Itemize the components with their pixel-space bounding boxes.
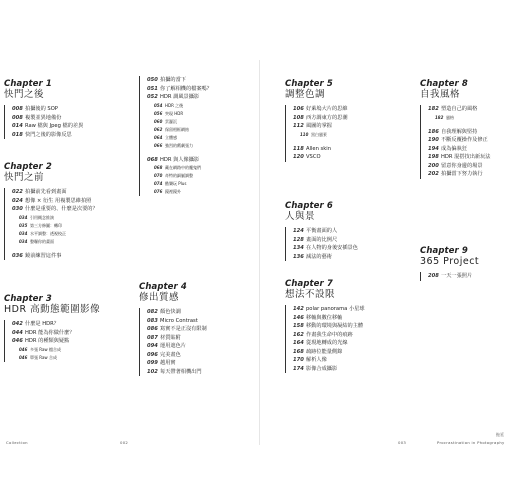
entry-title: 作畫我生命中的痕跡: [306, 331, 353, 338]
toc-entry: [140, 368, 259, 377]
toc-subentry: [140, 118, 259, 126]
toc-entry: [140, 317, 259, 326]
chapter-label: Chapter 6: [285, 201, 333, 211]
toc-subentry: [140, 134, 259, 142]
chapter-title: 365 Project: [420, 256, 480, 267]
entry-title: 突現 HDR: [165, 110, 184, 116]
entry-page-number: 110: [300, 131, 309, 137]
entry-title: 想像 × 衍生 用複製思維拍照: [25, 197, 92, 204]
entry-page-number: 202: [428, 171, 439, 177]
toc-entry: [421, 153, 520, 162]
entry-title: 水平調整：透視校正: [30, 230, 66, 236]
toc-subentry: [5, 222, 124, 230]
entry-title: 每天帶著相機出門: [160, 368, 202, 375]
entry-page-number: 074: [154, 181, 163, 186]
toc-entry: [5, 337, 124, 346]
footer-left-page-number: 002: [120, 440, 129, 445]
entry-title: 風圖的掌握: [306, 123, 332, 129]
entry-page-number: 086: [147, 326, 158, 332]
entry-title: 寫實不是正沒有限制: [160, 326, 207, 332]
toc-entry: [5, 205, 124, 214]
chapter-entries: [4, 105, 124, 139]
toc-entry: [286, 122, 405, 131]
entry-page-number: 044: [12, 329, 23, 336]
entry-title: 藏在網路中的魔鬼們: [165, 165, 201, 170]
entry-title: 整曝你的畫面: [30, 238, 54, 244]
entry-title: 多張 Raw 檔合成: [30, 346, 61, 352]
toc-chapter: [4, 295, 124, 362]
entry-title: 快門之後的影像反思: [25, 131, 72, 138]
entry-page-number: 035: [19, 222, 28, 228]
entry-page-number: 082: [147, 309, 158, 315]
entry-title: 奇特的細膩調整: [165, 173, 193, 178]
entry-title: HDR 能為你做什麼？: [25, 329, 75, 336]
chapter-title: 調整色調: [285, 89, 326, 100]
entry-title: VSCO: [306, 154, 321, 160]
toc-subentry: [5, 346, 124, 354]
entry-title: 影像合成攝影: [306, 365, 338, 372]
toc-subentry: [140, 172, 259, 180]
entry-title: 疏跡位能量側錄: [306, 348, 343, 355]
entry-page-number: 034: [19, 238, 28, 244]
toc-subentry: [5, 354, 124, 362]
toc-subentry: [140, 110, 259, 118]
entry-title: 強烈的戲劇張力: [165, 142, 193, 148]
entry-page-number: 142: [293, 306, 304, 312]
footer-left: [6, 440, 28, 445]
entry-page-number: 198: [428, 154, 439, 160]
chapter-title: 想法不設限: [285, 289, 336, 300]
entry-title: 風格: [446, 114, 454, 120]
entry-title: 西方調東方的思潮: [306, 114, 348, 121]
entry-page-number: 087: [147, 334, 158, 341]
toc-entry: [286, 348, 405, 357]
toc-entry: [5, 122, 124, 131]
entry-page-number: 182: [435, 114, 444, 120]
toc-entry: [286, 145, 405, 154]
entry-page-number: 022: [12, 189, 23, 195]
entry-page-number: 076: [154, 189, 163, 194]
entry-page-number: 030: [12, 206, 23, 212]
entry-page-number: 094: [147, 343, 158, 349]
toc-chapter: [285, 80, 405, 162]
entry-page-number: 174: [293, 365, 304, 372]
entry-title: 完美畫色: [160, 351, 181, 358]
entry-page-number: 046: [19, 346, 28, 352]
entry-page-number: 064: [154, 134, 163, 140]
entry-title: HDR 混搭技出新玩法: [441, 154, 491, 160]
toc-subentry: [5, 230, 124, 238]
entry-page-number: 066: [154, 142, 163, 148]
entry-title: HDR 的種類與疑點: [25, 338, 70, 344]
entry-page-number: 054: [154, 102, 163, 108]
entry-page-number: 190: [428, 137, 439, 143]
entry-page-number: 034: [19, 214, 28, 220]
entry-page-number: 120: [293, 154, 304, 160]
entry-page-number: 164: [293, 340, 304, 346]
entry-page-number: 083: [147, 317, 158, 324]
entry-page-number: 036: [12, 252, 23, 259]
entry-title: 第三方修圖：轉印: [30, 222, 62, 228]
toc-entry: [421, 128, 520, 137]
footer-left-label: Collection: [6, 440, 28, 445]
entry-page-number: 099: [147, 360, 158, 366]
toc-subentry: [140, 188, 259, 196]
footer-right-page-number: 003: [398, 440, 407, 445]
entry-title: 立體感: [165, 134, 177, 140]
entry-title: 什麼是重要的、什麼是次要的？: [25, 206, 98, 212]
chapter-entries: [139, 76, 259, 196]
entry-page-number: 008: [12, 114, 23, 121]
toc-entry: [140, 342, 259, 351]
entry-page-number: 042: [12, 321, 23, 327]
footer-right-label: Procrastination in Photography: [437, 440, 505, 445]
footer-right: [437, 440, 505, 445]
entry-title: 在人物的身後安插景色: [306, 245, 358, 251]
toc-subentry: [421, 114, 520, 122]
toc-entry: [286, 314, 405, 323]
entry-page-number: 158: [293, 323, 304, 329]
entry-page-number: 096: [147, 351, 158, 358]
entry-title: 減法的藝術: [306, 253, 332, 260]
toc-entry: [286, 153, 405, 162]
entry-title: 移軸與數位移軸: [306, 314, 343, 321]
toc-entry: [286, 227, 405, 236]
toc-entry: [421, 136, 520, 145]
entry-title: Raw 檔與 Jpeg 檔的差異: [25, 123, 84, 129]
footer-right-top-label: 拖延: [496, 432, 505, 437]
chapter-entries: [4, 188, 124, 260]
entry-title: 拍攝前先看到畫面: [25, 189, 67, 195]
entry-title: 不斷反覆操作及修正: [441, 137, 488, 143]
toc-entry: [140, 85, 259, 94]
entry-title: 平衡畫面的人: [306, 228, 338, 234]
chapter-title: 人與景: [285, 211, 316, 222]
entry-title: Micro Contrast: [160, 317, 198, 324]
entry-page-number: 102: [147, 368, 158, 375]
toc-entry: [5, 252, 124, 261]
footer-left-page: [120, 440, 128, 445]
toc-entry: [286, 114, 405, 123]
toc-entry: [286, 236, 405, 245]
entry-page-number: 168: [293, 348, 304, 355]
chapter-title: 自我風格: [420, 89, 461, 100]
entry-page-number: 008: [12, 106, 23, 112]
entry-page-number: 014: [12, 123, 23, 129]
entry-title: 越用實: [160, 360, 176, 366]
toc-entry: [286, 305, 405, 314]
entry-page-number: 182: [428, 106, 439, 112]
entry-title: 好萊塢大片的思維: [306, 106, 348, 112]
toc-subentry: [140, 102, 259, 110]
toc-entry: [140, 334, 259, 343]
toc-entry: [421, 145, 520, 154]
toc-entry: [286, 105, 405, 114]
entry-page-number: 208: [428, 273, 439, 279]
entry-page-number: 146: [293, 314, 304, 321]
entry-title: HDR 之後: [165, 102, 184, 108]
entry-title: 保留相框網絡: [165, 126, 189, 132]
entry-title: 解析人像: [306, 357, 327, 363]
toc-chapter: [420, 247, 520, 281]
entry-page-number: 068: [147, 156, 158, 163]
entry-page-number: 118: [293, 145, 304, 152]
entry-page-number: 050: [147, 77, 158, 83]
entry-page-number: 068: [154, 165, 163, 170]
chapter-label: Chapter 7: [285, 279, 333, 289]
chapter-entries: [420, 272, 520, 281]
entry-page-number: 136: [293, 253, 304, 260]
chapter-label: Chapter 9: [420, 246, 468, 256]
entry-title: 單張 Raw 合成: [30, 354, 57, 360]
chapter-title: 快門之前: [4, 172, 45, 183]
entry-title: 複製並異地備份: [25, 114, 62, 121]
entry-page-number: 186: [428, 128, 439, 135]
entry-title: 雲瀑沉: [165, 118, 177, 124]
toc-subentry: [5, 238, 124, 246]
toc-subentry: [140, 164, 259, 172]
toc-entry: [5, 188, 124, 197]
entry-page-number: 106: [293, 106, 304, 112]
toc-entry: [286, 356, 405, 365]
entry-title: 鏡裡鏡外: [165, 189, 181, 194]
chapter-label: Chapter 2: [4, 162, 52, 172]
toc-entry: [140, 76, 259, 85]
entry-title: 拍攝後的 SOP: [25, 106, 58, 112]
chapter-label: Chapter 4: [139, 282, 187, 292]
toc-subentry: [140, 126, 259, 134]
entry-title: 成為偏執狂: [441, 145, 467, 152]
entry-title: HDR 調風景攝影: [160, 94, 200, 100]
toc-entry: [140, 93, 259, 102]
entry-page-number: 134: [293, 245, 304, 251]
page-gutter: [259, 60, 260, 445]
toc-subentry: [5, 214, 124, 222]
entry-title: Allen skin: [306, 145, 331, 152]
toc-entry: [286, 253, 405, 262]
entry-title: 鏡前練習這件事: [25, 252, 62, 259]
toc-chapter: [420, 80, 520, 179]
toc-chapter: [139, 72, 259, 196]
entry-page-number: 112: [293, 123, 304, 129]
toc-entry: [140, 156, 259, 165]
toc-entry: [5, 105, 124, 114]
entry-page-number: 018: [12, 131, 23, 138]
entry-title: 運用遮色片: [160, 343, 186, 349]
entry-page-number: 052: [147, 94, 158, 100]
entry-page-number: 046: [19, 354, 28, 360]
entry-title: 一天一張照片: [441, 273, 473, 279]
entry-page-number: 062: [154, 126, 163, 132]
chapter-label: Chapter 3: [4, 294, 52, 304]
chapter-entries: [4, 320, 124, 362]
toc-entry: [140, 325, 259, 334]
entry-title: 塑造自己的風格: [441, 106, 478, 112]
entry-title: 自我理解與堅持: [441, 128, 478, 135]
chapter-entries: [139, 308, 259, 376]
toc-subentry: [286, 131, 405, 139]
entry-page-number: 200: [428, 162, 439, 169]
entry-title: polar panorama 小星球: [306, 306, 365, 312]
toc-chapter: [285, 280, 405, 373]
toc-entry: [421, 170, 520, 179]
chapter-entries: [285, 305, 405, 373]
chapter-entries: [285, 105, 405, 162]
footer-right-page: [398, 440, 406, 445]
entry-page-number: 124: [293, 228, 304, 234]
toc-entry: [286, 244, 405, 253]
entry-title: 留意你身邊的場景: [441, 162, 483, 169]
entry-title: 你了解相機的檔案嗎？: [160, 85, 212, 92]
entry-title: 拍攝的當下: [160, 77, 186, 83]
entry-page-number: 194: [428, 145, 439, 152]
toc-entry: [140, 359, 259, 368]
entry-page-number: 162: [293, 331, 304, 338]
toc-chapter: [285, 202, 405, 261]
toc-chapter: [139, 283, 259, 376]
toc-entry: [140, 308, 259, 317]
entry-page-number: 046: [12, 338, 23, 344]
toc-entry: [421, 105, 520, 114]
toc-entry: [286, 365, 405, 374]
entry-title: 拍攝當下努力執行: [441, 171, 483, 177]
entry-title: 移動的環境與凝結的主體: [306, 323, 364, 329]
chapter-label: Chapter 1: [4, 79, 52, 89]
entry-title: 黑白風景: [311, 131, 327, 137]
toc-entry: [140, 351, 259, 360]
toc-subentry: [140, 180, 259, 188]
entry-page-number: 034: [19, 230, 28, 236]
toc-entry: [421, 162, 520, 171]
entry-title: 引用概念推演: [30, 214, 54, 220]
entry-page-number: 060: [154, 118, 163, 124]
entry-page-number: 024: [12, 197, 23, 204]
entry-page-number: 070: [154, 173, 163, 178]
entry-page-number: 170: [293, 357, 304, 363]
chapter-label: Chapter 8: [420, 79, 468, 89]
toc-entry: [5, 320, 124, 329]
entry-title: 酷樂玩 Plus: [165, 181, 187, 186]
entry-page-number: 051: [147, 85, 158, 92]
toc-entry: [5, 329, 124, 338]
toc-entry: [5, 197, 124, 206]
footer-right-top: [496, 432, 504, 438]
chapter-title: HDR 高動態範圍影像: [4, 304, 101, 315]
chapter-title: 快門之後: [4, 89, 45, 100]
toc-subentry: [140, 142, 259, 150]
entry-title: 畫面的比例尺: [306, 236, 338, 243]
entry-page-number: 128: [293, 236, 304, 243]
toc-entry: [286, 339, 405, 348]
toc-chapter: [4, 163, 124, 260]
entry-title: 從現地轉成的光線: [306, 340, 348, 346]
toc-entry: [5, 131, 124, 140]
toc-entry: [286, 331, 405, 340]
entry-title: 顏色快調: [160, 309, 181, 315]
toc-entry: [286, 322, 405, 331]
toc-entry: [5, 114, 124, 123]
toc-entry: [421, 272, 520, 281]
chapter-entries: [285, 227, 405, 261]
chapter-title: 修出質感: [139, 292, 180, 303]
entry-title: 什麼是 HDR？: [25, 321, 59, 327]
entry-page-number: 056: [154, 110, 163, 116]
toc-chapter: [4, 80, 124, 139]
entry-title: HDR 與人像攝影: [160, 156, 200, 163]
entry-page-number: 108: [293, 114, 304, 121]
chapter-entries: [420, 105, 520, 179]
entry-title: 材質貼附: [160, 334, 181, 341]
chapter-label: Chapter 5: [285, 79, 333, 89]
